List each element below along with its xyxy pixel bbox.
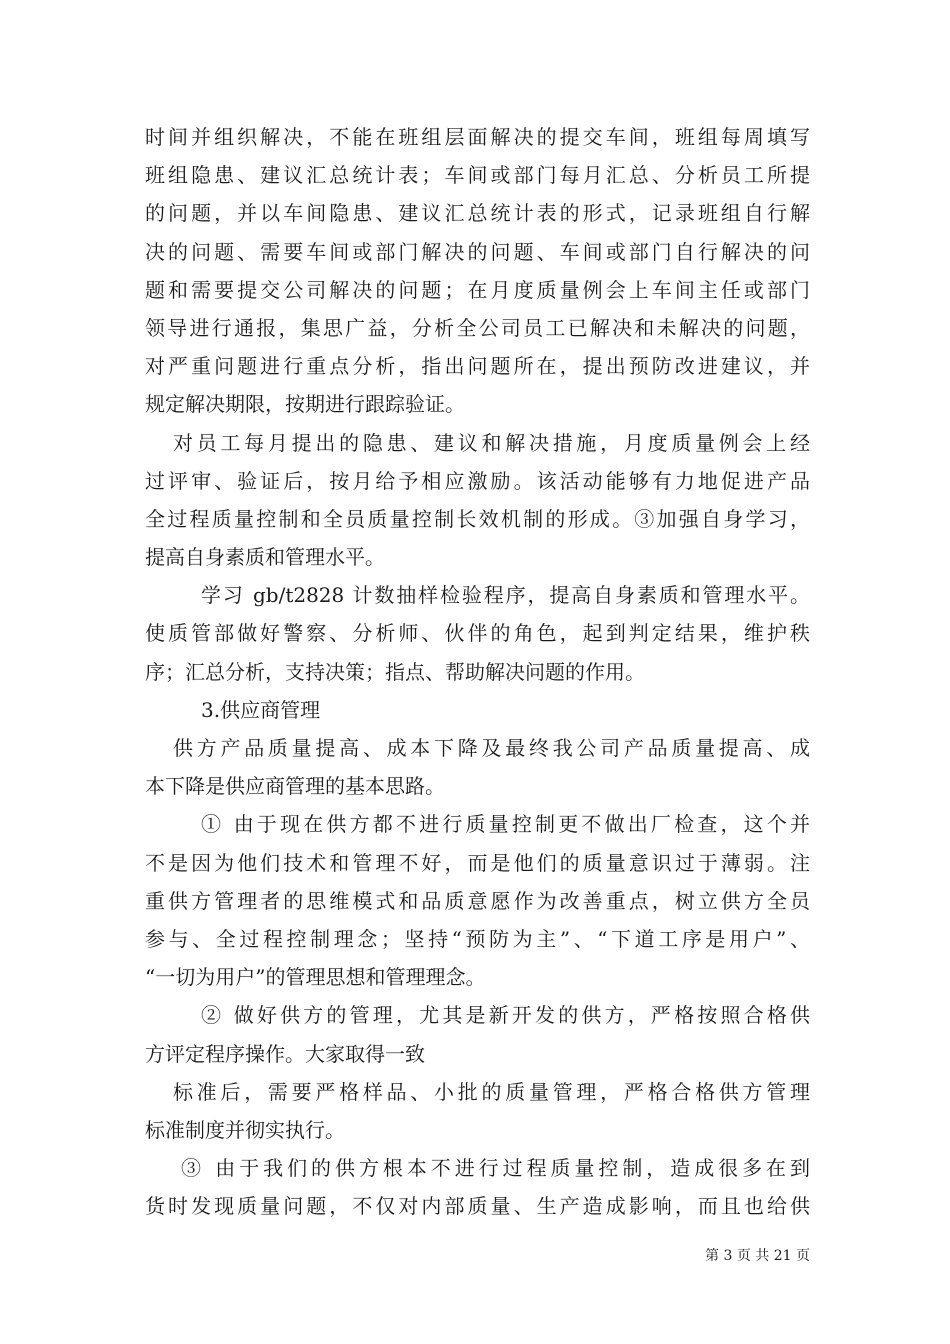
text-line: 重供方管理者的思维模式和品质意愿作为改善重点，树立供方全员 (145, 888, 810, 913)
text-line: 货时发现质量问题，不仅对内部质量、生产造成影响，而且也给供 (145, 1194, 810, 1219)
text-line: 提高自身素质和管理水平。 (145, 545, 385, 570)
text-line: 规定解决期限，按期进行跟踪验证。 (145, 392, 465, 417)
text-line: 标准后，需要严格样品、小批的质量管理，严格合格供方管理 (173, 1079, 810, 1104)
section-heading: 3.供应商管理 (201, 697, 321, 722)
text-line: 全过程质量控制和全员质量控制长效机制的形成。③加强自身学习， (145, 506, 810, 531)
text-line: 供方产品质量提高、成本下降及最终我公司产品质量提高、成 (173, 736, 810, 760)
text-line: 本下降是供应商管理的基本思路。 (145, 774, 445, 799)
text-line: ① 由于现在供方都不进行质量控制更不做出厂检查，这个并 (201, 812, 810, 837)
text-line: 对严重问题进行重点分析，指出问题所在，提出预防改进建议，并 (145, 354, 810, 379)
text-line: 的问题，并以车间隐患、建议汇总统计表的形式，记录班组自行解 (145, 201, 810, 226)
text-line: 决的问题、需要车间或部门解决的问题、车间或部门自行解决的问 (145, 239, 810, 264)
text-line: ② 做好供方的管理，尤其是新开发的供方，严格按照合格供 (201, 1003, 810, 1028)
text-line: 过评审、验证后，按月给予相应激励。该活动能够有力地促进产品 (145, 468, 810, 493)
text-line: “一切为用户”的管理思想和管理理念。 (145, 965, 486, 990)
page-number: 第 3 页 共 21 页 (705, 1248, 810, 1264)
text-line: 班组隐患、建议汇总统计表；车间或部门每月汇总、分析员工所提 (145, 163, 810, 188)
body-text (145, 118, 810, 1225)
text-line: ③ 由于我们的供方根本不进行过程质量控制，造成很多在到 (181, 1156, 810, 1181)
text-line: 方评定程序操作。大家取得一致 (145, 1041, 425, 1066)
text-line: 使质管部做好警察、分析师、伙伴的角色，起到判定结果，维护秩 (145, 621, 810, 646)
text-line: 学习 gb/t2828 计数抽样检验程序，提高自身素质和管理水平。 (201, 583, 810, 608)
text-line: 序；汇总分析，支持决策；指点、帮助解决问题的作用。 (145, 659, 645, 684)
text-line: 时间并组织解决，不能在班组层面解决的提交车间，班组每周填写 (145, 125, 810, 149)
text-line: 领导进行通报，集思广益，分析全公司员工已解决和未解决的问题， (145, 315, 810, 340)
text-line: 参与、全过程控制理念；坚持“预防为主”、“下道工序是用户”、 (145, 926, 810, 951)
text-line: 标准制度并彻实执行。 (145, 1117, 345, 1142)
text-line: 题和需要提交公司解决的问题；在月度质量例会上车间主任或部门 (145, 277, 810, 302)
text-line: 对员工每月提出的隐患、建议和解决措施，月度质量例会上经 (173, 430, 810, 455)
text-line: 不是因为他们技术和管理不好，而是他们的质量意识过于薄弱。注 (145, 850, 810, 875)
